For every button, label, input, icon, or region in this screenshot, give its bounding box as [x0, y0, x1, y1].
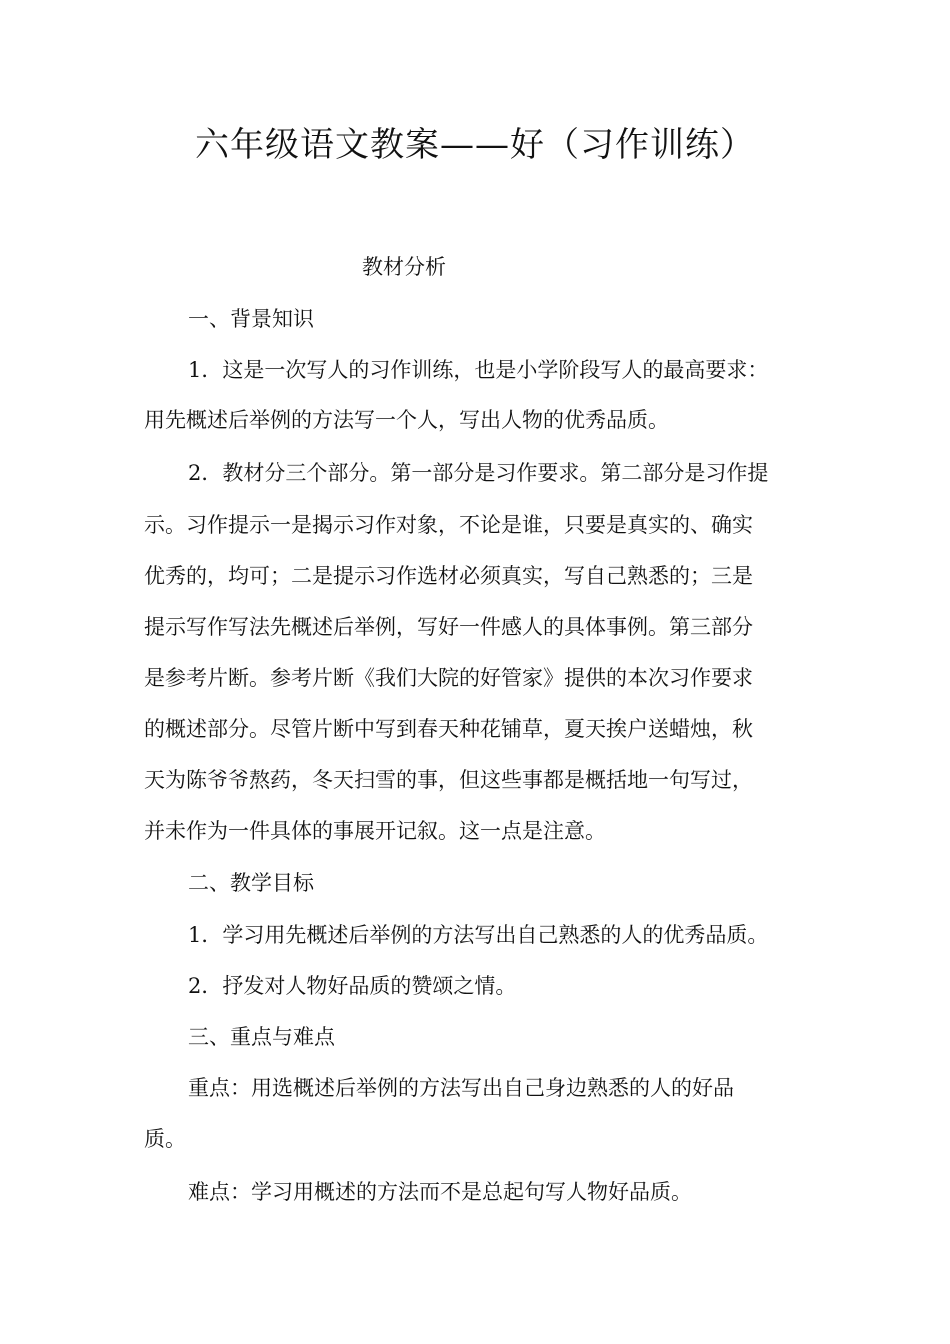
- paragraph-line: 示。习作提示一是揭示习作对象，不论是谁，只要是真实的、确实: [144, 513, 753, 537]
- paragraph-line: 1．这是一次写人的习作训练，也是小学阶段写人的最高要求：: [188, 358, 769, 382]
- paragraph-line: 难点：学习用概述的方法而不是总起句写人物好品质。: [188, 1180, 692, 1204]
- paragraph-line: 2．教材分三个部分。第一部分是习作要求。第二部分是习作提: [188, 461, 769, 485]
- heading-objectives: 二、教学目标: [188, 871, 314, 895]
- paragraph-line: 重点：用选概述后举例的方法写出自己身边熟悉的人的好品: [188, 1076, 734, 1100]
- paragraph-line: 提示写作写法先概述后举例，写好一件感人的具体事例。第三部分: [144, 615, 753, 639]
- paragraph-line: 天为陈爷爷熬药，冬天扫雪的事，但这些事都是概括地一句写过，: [144, 768, 753, 792]
- paragraph-line: 是参考片断。参考片断《我们大院的好管家》提供的本次习作要求: [144, 666, 753, 690]
- paragraph-line: 2．抒发对人物好品质的赞颂之情。: [188, 974, 517, 998]
- paragraph-line: 质。: [144, 1127, 186, 1151]
- document-title: 六年级语文教案——好（习作训练）: [195, 125, 755, 165]
- paragraph-line: 1．学习用先概述后举例的方法写出自己熟悉的人的优秀品质。: [188, 923, 769, 947]
- paragraph-line: 并未作为一件具体的事展开记叙。这一点是注意。: [144, 819, 606, 843]
- paragraph-line: 优秀的，均可；二是提示习作选材必须真实，写自己熟悉的；三是: [144, 564, 753, 588]
- heading-key-points: 三、重点与难点: [188, 1025, 335, 1049]
- paragraph-line: 的概述部分。尽管片断中写到春天种花铺草，夏天挨户送蜡烛，秋: [144, 717, 753, 741]
- paragraph-line: 用先概述后举例的方法写一个人，写出人物的优秀品质。: [144, 408, 669, 432]
- heading-background: 一、背景知识: [188, 307, 314, 331]
- section-heading: 教材分析: [362, 255, 446, 279]
